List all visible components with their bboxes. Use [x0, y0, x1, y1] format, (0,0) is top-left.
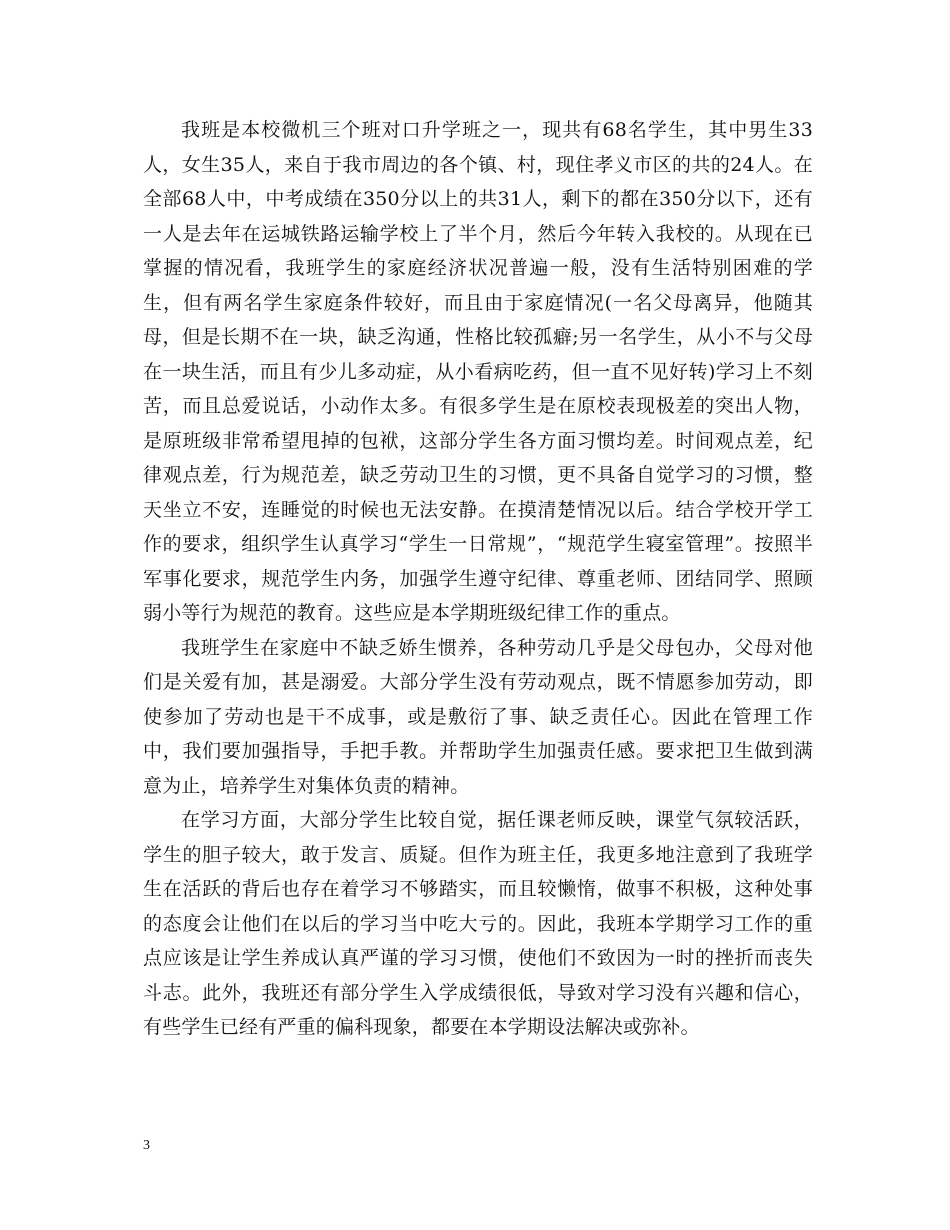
paragraph-study-habits: 在学习方面，大部分学生比较自觉，据任课老师反映，课堂气氛较活跃，学生的胆子较大，敢于发言、质疑。但作为班主任，我更多地注意到了我班学生在活跃的背后也存在着学习不够踏实，而且较懒惰，做事不积极，这种处事的态度会让他们在以后的学习当中吃大亏的。因此，我班本学期学习工作的重点应该是让学生养成认真严谨的学习习惯，使他们不致因为一时的挫折而丧失斗志。此外，我班还有部分学生入学成绩很低，导致对学习没有兴趣和信心，有些学生已经有严重的偏科现象，都要在本学期设法解决或弥补。 — [143, 809, 813, 1038]
paragraph-labor-habits: 我班学生在家庭中不缺乏娇生惯养，各种劳动几乎是父母包办，父母对他们是关爱有加，甚是溺爱。大部分学生没有劳动观点，既不情愿参加劳动，即使参加了劳动也是干不成事，或是敷衍了事、缺乏责任心。因此在管理工作中，我们要加强指导，手把手教。并帮助学生加强责任感。要求把卫生做到满意为止，培养学生对集体负责的精神。 — [143, 636, 813, 797]
body-text — [143, 113, 813, 1045]
paragraph-class-overview: 我班是本校微机三个班对口升学班之一，现共有68名学生，其中男生33人，女生35人，来自于我市周边的各个镇、村，现住孝义市区的共的24人。在全部68人中，中考成绩在350分以上的共31人，剩下的都在350分以下，还有一人是去年在运城铁路运输学校上了半个月，然后今年转入我校的。从现在已掌握的情况看，我班学生的家庭经济状况普遍一般，没有生活特别困难的学生，但有两名学生家庭条件较好，而且由于家庭情况(一名父母离异，他随其母，但是长期不在一块，缺乏沟通，性格比较孤癖;另一名学生，从小不与父母在一块生活，而且有少儿多动症，从小看病吃药，但一直不见好转)学习上不刻苦，而且总爱说话，小动作太多。有很多学生是在原校表现极差的突出人物，是原班级非常希望甩掉的包袱，这部分学生各方面习惯均差。时间观点差，纪律观点差，行为规范差，缺乏劳动卫生的习惯，更不具备自觉学习的习惯，整天坐立不安，连睡觉的时候也无法安静。在摸清楚情况以后。结合学校开学工作的要求，组织学生认真学习“学生一日常规”，“规范学生寝室管理”。按照半军事化要求，规范学生内务，加强学生遵守纪律、尊重老师、团结同学、照顾弱小等行为规范的教育。这些应是本学期班级纪律工作的重点。 — [143, 119, 813, 624]
page-number: 3 — [143, 1138, 150, 1153]
